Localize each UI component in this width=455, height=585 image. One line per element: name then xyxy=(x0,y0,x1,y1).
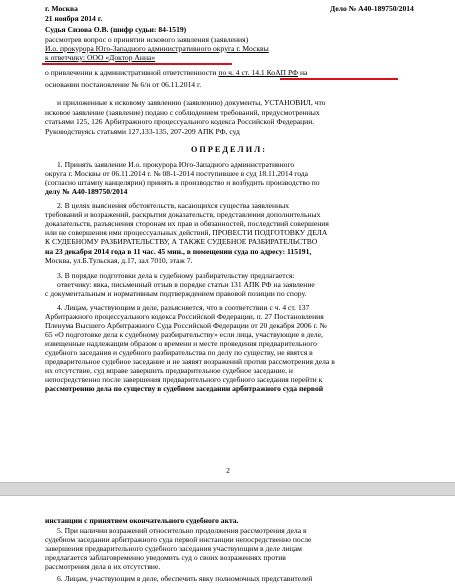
item1-line-4: делу № А40-189750/2014 xyxy=(45,187,128,196)
established-line-3: статьями 125, 126 Арбитражного процессуального кодекса Российской Федерации. xyxy=(45,117,315,126)
item4-line-2: Арбитражного процессуального кодекса Российской Федерации, п. 27 Постановления xyxy=(45,312,324,321)
page2-line-1: инстанции с принятием окончательного судебного акта. xyxy=(45,516,239,525)
page2-line-7: 6. Лицам, участвующим в деле, обеспечить явку полномочных представителей xyxy=(57,574,313,583)
item4-line-7: предварительное судебное заседание и не заявят возражений против рассмотрения дела в xyxy=(45,357,335,366)
item4-line-4: 65 «О подготовке дела к судебному разбирательству» если лица, участвующие в деле, xyxy=(45,330,323,339)
item4-line-6: судебного заседания и судебного разбирательства по делу по существу, не явятся в xyxy=(45,348,313,357)
page2-line-3: судебном заседании арбитражного суда первой инстанции непосредственно после xyxy=(45,535,312,544)
item2-line-1: 2. В целях выяснения обстоятельств, касающихся существа заявленных xyxy=(57,201,290,210)
item4-line-10: рассмотрению дела по существу в судебном заседании арбитражного суда первой xyxy=(45,384,324,393)
case-number: Дело № А40-189750/2014 xyxy=(330,4,414,13)
red-underline-article xyxy=(280,78,398,80)
item4-line-8: их отсутствие, суд вправе завершить предварительное судебное заседание, и xyxy=(45,366,293,375)
item3-line-1: 3. В порядке подготовки дела к судебному разбирательству предлагается: xyxy=(57,271,295,280)
city: г. Москва xyxy=(45,4,78,13)
item2-line-3: доказательств, разъяснения сторонам их прав и обязанностей, последствий совершения xyxy=(45,219,329,228)
document-page-1 xyxy=(12,0,444,480)
item2-line-5: К СУДЕБНОМУ РАЗБИРАТЕЛЬСТВУ, А ТАКЖЕ СУДЕБНОЕ РАЗБИРАТЕЛЬСТВО xyxy=(45,237,318,246)
intro-line-1: рассмотрев вопрос о принятии искового заявления (заявления) xyxy=(45,35,249,44)
page2-line-5: предлагается заблаговременно уведомить суд о своих возражениях против xyxy=(45,553,286,562)
item1-line-2: округа г. Москвы от 06.11.2014 г. № 08-1-2014 поступившее в суд 18.11.2014 года xyxy=(45,169,309,178)
judge-line: Судья Сизова О.В. (шифр судьи: 84-1519) xyxy=(45,25,187,34)
page2-line-4: завершения предварительного судебного заседания участвующим в деле лицам xyxy=(45,544,302,553)
page2-line-2: 5. При наличии возражений относительно продолжения рассмотрения дела в xyxy=(57,526,307,535)
determined-title: О П Р Е Д Е Л И Л : xyxy=(190,145,265,154)
item4-line-3: Пленума Высшего Арбитражного Суда Российской Федерации от 20 декабря 2006 г. № xyxy=(45,321,327,330)
liability-line xyxy=(45,68,307,77)
item3-line-2: ответчику: явка, письменный отзыв в порядке статьи 131 АПК РФ на заявление xyxy=(57,280,315,289)
item4-line-9: непосредственно после завершения предварительного судебного заседания перейти к xyxy=(45,375,323,384)
document-date: 21 ноября 2014 г. xyxy=(45,14,103,23)
page2-line-6: рассмотрения дела в их отсутствие. xyxy=(45,562,161,571)
liability-after: на xyxy=(298,68,308,77)
document-page-2 xyxy=(12,496,444,585)
established-line-4: Руководствуясь статьями 127,133-135, 207-209 АПК РФ, суд xyxy=(45,127,240,136)
item2-line-2: требований и возражений, раскрытия доказательств, представления дополнительных xyxy=(45,210,321,219)
item2-line-4: или не совершения ими процессуальных действий, ПРОВЕСТИ ПОДГОТОВКУ ДЕЛА xyxy=(45,228,328,237)
defendant-line: к ответчику: ООО «Доктор Анна» xyxy=(45,53,156,62)
item1-line-1: 1. Принять заявление И.о. прокурора Юго-Западного административного xyxy=(57,160,295,169)
item4-line-5: извещенные надлежащим образом о времени и месте проведения предварительного xyxy=(45,339,317,348)
page-separator xyxy=(0,482,455,496)
basis-line: основании постановление № 6/н от 06.11.2014 г. xyxy=(45,80,202,89)
item2-line-7: Москва, ул.Б.Тульская, д.17, зал 7010, этаж 7. xyxy=(45,256,193,265)
item4-line-1: 4. Лицам, участвующим в деле, разъясняется, что в соответствии с ч. 4 ст. 137 xyxy=(57,303,310,312)
red-underline-defendant xyxy=(42,63,232,65)
page-number: 2 xyxy=(226,466,230,475)
established-line-2: исковое заявление (заявление) подано с соблюдением требований, предусмотренных xyxy=(45,108,320,117)
liability-before: о привлечении к административной ответственности xyxy=(45,68,219,77)
item3-line-3: с документальным и нормативным подтверждением правовой позиции по спору. xyxy=(45,289,307,298)
item1-line-3: (согласно штампу канцелярии) принять в производство и возбудить производство по xyxy=(45,178,320,187)
liability-highlight: по ч. 4 ст. 14.1 КоАП РФ xyxy=(218,68,299,77)
intro-line-2: И.о. прокурора Юго-Западного административного округа г. Москвы xyxy=(45,44,269,53)
item2-line-6: на 23 декабря 2014 года в 11 час. 45 мин., в помещении суда по адресу: 115191, xyxy=(45,247,312,256)
established-line-1: и приложенные к исковому заявлению (заявлению) документы, УСТАНОВИЛ, что xyxy=(57,98,326,107)
